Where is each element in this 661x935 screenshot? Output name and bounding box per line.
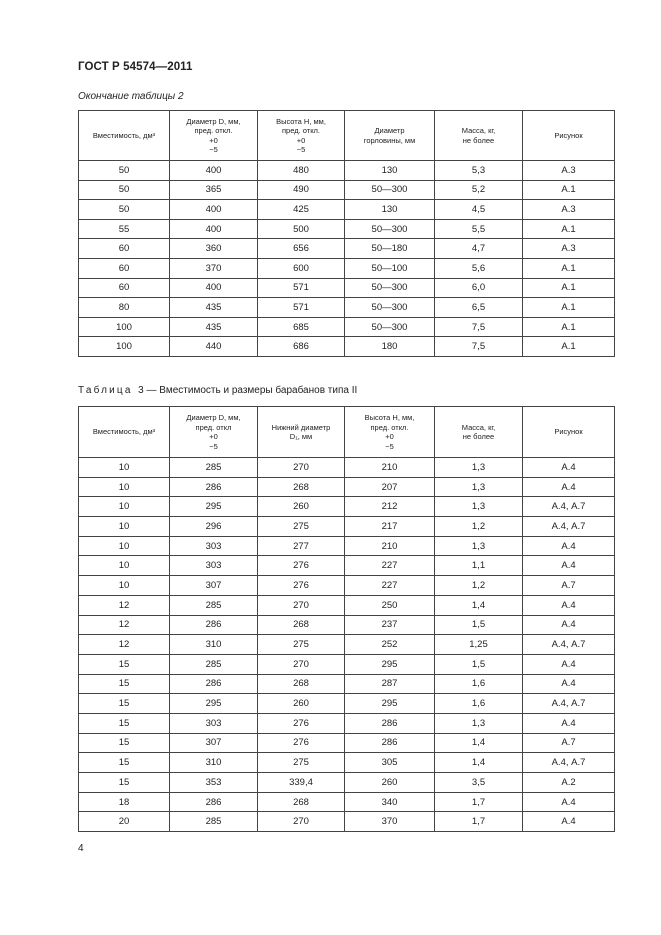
table-cell: А.3 bbox=[523, 200, 615, 220]
table-cell: 210 bbox=[345, 536, 435, 556]
table-cell: 50—300 bbox=[345, 180, 435, 200]
header-line: +0 bbox=[385, 432, 394, 441]
table-cell: 286 bbox=[170, 674, 258, 694]
table-cell: А.1 bbox=[523, 298, 615, 318]
header-line: не более bbox=[462, 135, 495, 145]
table-cell: А.3 bbox=[523, 239, 615, 259]
table-cell: 370 bbox=[345, 812, 435, 832]
table-row bbox=[79, 517, 615, 537]
table-cell: 1,4 bbox=[435, 595, 523, 615]
table-row bbox=[79, 278, 615, 298]
table-cell: 12 bbox=[79, 635, 170, 655]
table-row bbox=[79, 536, 615, 556]
table-cell: 400 bbox=[170, 278, 258, 298]
table-cell: 60 bbox=[79, 258, 170, 278]
table-cell: 1,6 bbox=[435, 694, 523, 714]
table-cell: 80 bbox=[79, 298, 170, 318]
table-row bbox=[79, 317, 615, 337]
table-cell: 60 bbox=[79, 239, 170, 259]
table2-header-mass bbox=[435, 111, 523, 161]
table-cell: 490 bbox=[258, 180, 345, 200]
table-cell: 7,5 bbox=[435, 317, 523, 337]
table-cell: 237 bbox=[345, 615, 435, 635]
table-cell: 15 bbox=[79, 733, 170, 753]
table-cell: 285 bbox=[170, 654, 258, 674]
table3-header-mass bbox=[435, 407, 523, 458]
table-row bbox=[79, 733, 615, 753]
header-line: Диаметр bbox=[374, 126, 405, 135]
table-cell: 270 bbox=[258, 812, 345, 832]
table-cell: 275 bbox=[258, 753, 345, 773]
table-row bbox=[79, 595, 615, 615]
table2-header-height bbox=[258, 111, 345, 161]
table-row bbox=[79, 694, 615, 714]
table3-header-lower-diameter bbox=[258, 407, 345, 458]
table-cell: 296 bbox=[170, 517, 258, 537]
table-cell: 365 bbox=[170, 180, 258, 200]
table-cell: 1,25 bbox=[435, 635, 523, 655]
table-cell: 252 bbox=[345, 635, 435, 655]
table-cell: 295 bbox=[345, 654, 435, 674]
table-cell: 435 bbox=[170, 298, 258, 318]
table-cell: 50 bbox=[79, 200, 170, 220]
header-line: пред. откл. bbox=[194, 126, 233, 135]
table-cell: А.4 bbox=[523, 458, 615, 478]
table-cell: 685 bbox=[258, 317, 345, 337]
table-cell: А.4 bbox=[523, 713, 615, 733]
table-cell: 50—100 bbox=[345, 258, 435, 278]
document-header: ГОСТ Р 54574—2011 bbox=[78, 61, 193, 73]
table-cell: 276 bbox=[258, 556, 345, 576]
table3-header-diameter bbox=[170, 407, 258, 458]
table-cell: 276 bbox=[258, 576, 345, 596]
table-cell: 1,3 bbox=[435, 477, 523, 497]
table-cell: 400 bbox=[170, 161, 258, 181]
table-cell: 10 bbox=[79, 497, 170, 517]
table-cell: А.1 bbox=[523, 180, 615, 200]
table3-header-capacity: Вместимость, дм³ bbox=[79, 407, 170, 458]
table-cell: 207 bbox=[345, 477, 435, 497]
table-cell: 5,2 bbox=[435, 180, 523, 200]
table-cell: 571 bbox=[258, 278, 345, 298]
table-cell: 400 bbox=[170, 219, 258, 239]
table-cell: 287 bbox=[345, 674, 435, 694]
table-cell: 500 bbox=[258, 219, 345, 239]
table-cell: 286 bbox=[345, 713, 435, 733]
table-cell: 276 bbox=[258, 733, 345, 753]
table-cell: 275 bbox=[258, 635, 345, 655]
table-cell: 50—300 bbox=[345, 317, 435, 337]
table-cell: А.1 bbox=[523, 258, 615, 278]
table-cell: А.1 bbox=[523, 337, 615, 357]
header-line: Высота H, мм, bbox=[276, 116, 326, 126]
table-cell: А.4 bbox=[523, 595, 615, 615]
header-line: −5 bbox=[209, 441, 218, 451]
table-cell: 50 bbox=[79, 180, 170, 200]
table-cell: 1,4 bbox=[435, 733, 523, 753]
table-cell: 307 bbox=[170, 733, 258, 753]
table-row bbox=[79, 239, 615, 259]
table3-header-row bbox=[79, 407, 615, 458]
table-cell: 1,5 bbox=[435, 615, 523, 635]
table-cell: 480 bbox=[258, 161, 345, 181]
table-cell: 55 bbox=[79, 219, 170, 239]
table-cell: А.4 bbox=[523, 477, 615, 497]
table-cell: А.1 bbox=[523, 317, 615, 337]
table2-caption: Окончание таблицы 2 bbox=[78, 91, 184, 102]
table-cell: А.4, А.7 bbox=[523, 517, 615, 537]
table-cell: 686 bbox=[258, 337, 345, 357]
table-cell: 50 bbox=[79, 161, 170, 181]
table-cell: А.4 bbox=[523, 536, 615, 556]
table-cell: 60 bbox=[79, 278, 170, 298]
table-cell: 1,2 bbox=[435, 576, 523, 596]
table2-header-neck bbox=[345, 111, 435, 161]
table-cell: 50—300 bbox=[345, 219, 435, 239]
table-cell: 100 bbox=[79, 337, 170, 357]
table-cell: 7,5 bbox=[435, 337, 523, 357]
table-cell: 50—180 bbox=[345, 239, 435, 259]
header-line: D₁, мм bbox=[289, 432, 313, 441]
table-cell: 1,7 bbox=[435, 792, 523, 812]
table-cell: А.7 bbox=[523, 576, 615, 596]
table-row bbox=[79, 161, 615, 181]
table-cell: 6,0 bbox=[435, 278, 523, 298]
table-cell: 10 bbox=[79, 517, 170, 537]
table-row bbox=[79, 713, 615, 733]
table-cell: 1,1 bbox=[435, 556, 523, 576]
table-cell: 15 bbox=[79, 654, 170, 674]
table-cell: 310 bbox=[170, 753, 258, 773]
table-cell: А.4, А.7 bbox=[523, 694, 615, 714]
table-cell: 10 bbox=[79, 576, 170, 596]
table-cell: 130 bbox=[345, 200, 435, 220]
table2 bbox=[78, 110, 615, 357]
table-cell: 656 bbox=[258, 239, 345, 259]
table-cell: 15 bbox=[79, 694, 170, 714]
header-line: −5 bbox=[296, 145, 306, 154]
header-line: +0 bbox=[209, 432, 218, 441]
table-cell: 270 bbox=[258, 595, 345, 615]
table-cell: 12 bbox=[79, 615, 170, 635]
table-cell: 1,3 bbox=[435, 497, 523, 517]
table-cell: 275 bbox=[258, 517, 345, 537]
table3-caption-label: Таблица bbox=[78, 385, 133, 396]
table2-header-figure: Рисунок bbox=[523, 111, 615, 161]
table2-header-diameter bbox=[170, 111, 258, 161]
table-row bbox=[79, 615, 615, 635]
table-cell: А.4, А.7 bbox=[523, 753, 615, 773]
header-line: пред. откл. bbox=[281, 126, 321, 135]
table-cell: 353 bbox=[170, 773, 258, 793]
table-cell: 276 bbox=[258, 713, 345, 733]
table-cell: 210 bbox=[345, 458, 435, 478]
table-cell: 100 bbox=[79, 317, 170, 337]
header-line: Масса, кг, bbox=[461, 422, 496, 432]
table-cell: 285 bbox=[170, 595, 258, 615]
table-cell: 268 bbox=[258, 477, 345, 497]
table-row bbox=[79, 576, 615, 596]
table-cell: 268 bbox=[258, 615, 345, 635]
table-cell: 5,3 bbox=[435, 161, 523, 181]
table-cell: 15 bbox=[79, 713, 170, 733]
table-cell: 50—300 bbox=[345, 278, 435, 298]
table-cell: 268 bbox=[258, 792, 345, 812]
table-cell: 425 bbox=[258, 200, 345, 220]
table3-header-height bbox=[345, 407, 435, 458]
table-cell: 6,5 bbox=[435, 298, 523, 318]
table-cell: 295 bbox=[170, 694, 258, 714]
table-cell: 1,3 bbox=[435, 713, 523, 733]
table-cell: 4,7 bbox=[435, 239, 523, 259]
table-row bbox=[79, 477, 615, 497]
table-cell: 286 bbox=[170, 792, 258, 812]
table-cell: А.2 bbox=[523, 773, 615, 793]
table-cell: А.4, А.7 bbox=[523, 635, 615, 655]
table-cell: 400 bbox=[170, 200, 258, 220]
table3 bbox=[78, 406, 615, 832]
table-cell: 217 bbox=[345, 517, 435, 537]
table-cell: 360 bbox=[170, 239, 258, 259]
header-line: Диаметр D, мм, bbox=[186, 116, 241, 126]
table-cell: 285 bbox=[170, 812, 258, 832]
table-cell: 435 bbox=[170, 317, 258, 337]
table-cell: А.4, А.7 bbox=[523, 497, 615, 517]
table-cell: 10 bbox=[79, 556, 170, 576]
table-cell: 180 bbox=[345, 337, 435, 357]
table-cell: 339,4 bbox=[258, 773, 345, 793]
table-cell: 10 bbox=[79, 477, 170, 497]
table-cell: 303 bbox=[170, 556, 258, 576]
table-cell: 270 bbox=[258, 458, 345, 478]
table-cell: 340 bbox=[345, 792, 435, 812]
header-line: −5 bbox=[385, 441, 394, 451]
table-cell: 295 bbox=[345, 694, 435, 714]
table2-body bbox=[79, 161, 615, 357]
table-cell: 571 bbox=[258, 298, 345, 318]
table-row bbox=[79, 674, 615, 694]
header-line: не более bbox=[462, 432, 495, 441]
table-cell: А.4 bbox=[523, 654, 615, 674]
table-row bbox=[79, 773, 615, 793]
table-cell: 3,5 bbox=[435, 773, 523, 793]
table-row bbox=[79, 497, 615, 517]
table2-header-capacity: Вместимость, дм³ bbox=[79, 111, 170, 161]
table-cell: 15 bbox=[79, 773, 170, 793]
table-row bbox=[79, 635, 615, 655]
table-cell: 15 bbox=[79, 753, 170, 773]
table2-header-row bbox=[79, 111, 615, 161]
table-cell: 250 bbox=[345, 595, 435, 615]
table-cell: 260 bbox=[258, 497, 345, 517]
table-cell: 10 bbox=[79, 536, 170, 556]
table-row bbox=[79, 654, 615, 674]
table-row bbox=[79, 180, 615, 200]
table-cell: 1,3 bbox=[435, 536, 523, 556]
table-cell: А.3 bbox=[523, 161, 615, 181]
header-line: Высота H, мм, bbox=[364, 413, 415, 422]
table-cell: 5,5 bbox=[435, 219, 523, 239]
table-cell: 4,5 bbox=[435, 200, 523, 220]
table-cell: 260 bbox=[258, 694, 345, 714]
table-cell: 277 bbox=[258, 536, 345, 556]
table-row bbox=[79, 298, 615, 318]
table3-caption-number: 3 bbox=[138, 385, 144, 396]
table-cell: 15 bbox=[79, 674, 170, 694]
table-cell: 50—300 bbox=[345, 298, 435, 318]
table-cell: 295 bbox=[170, 497, 258, 517]
table-cell: А.4 bbox=[523, 556, 615, 576]
table-cell: 1,3 bbox=[435, 458, 523, 478]
table-cell: 268 bbox=[258, 674, 345, 694]
table-cell: А.4 bbox=[523, 674, 615, 694]
table-cell: 370 bbox=[170, 258, 258, 278]
table-cell: 1,2 bbox=[435, 517, 523, 537]
table3-caption-text: — Вместимость и размеры барабанов типа II bbox=[143, 385, 358, 396]
table-cell: А.4 bbox=[523, 812, 615, 832]
table-row bbox=[79, 219, 615, 239]
table-cell: 286 bbox=[170, 615, 258, 635]
table-row bbox=[79, 200, 615, 220]
table-cell: 305 bbox=[345, 753, 435, 773]
table-cell: А.4 bbox=[523, 792, 615, 812]
table3-header-figure: Рисунок bbox=[523, 407, 615, 458]
table-cell: 307 bbox=[170, 576, 258, 596]
table-cell: А.1 bbox=[523, 278, 615, 298]
table-row bbox=[79, 337, 615, 357]
table-cell: 600 bbox=[258, 258, 345, 278]
header-line: −5 bbox=[209, 145, 218, 154]
table-cell: 440 bbox=[170, 337, 258, 357]
table-cell: 5,6 bbox=[435, 258, 523, 278]
header-line: пред. откл. bbox=[370, 422, 409, 432]
header-line: Нижний диаметр bbox=[271, 422, 331, 432]
table-cell: 310 bbox=[170, 635, 258, 655]
table-row bbox=[79, 792, 615, 812]
table-cell: 1,7 bbox=[435, 812, 523, 832]
table3-caption bbox=[78, 385, 357, 396]
table-cell: 286 bbox=[170, 477, 258, 497]
header-line: Масса, кг, bbox=[461, 126, 496, 135]
page-number: 4 bbox=[78, 843, 84, 854]
table-cell: 12 bbox=[79, 595, 170, 615]
table-cell: 260 bbox=[345, 773, 435, 793]
table-cell: 18 bbox=[79, 792, 170, 812]
header-line: пред. откл bbox=[195, 422, 232, 432]
table-cell: 303 bbox=[170, 536, 258, 556]
header-line: горловины, мм bbox=[363, 135, 416, 145]
header-line: +0 bbox=[209, 135, 218, 145]
table-row bbox=[79, 458, 615, 478]
table-cell: 303 bbox=[170, 713, 258, 733]
table-cell: 1,5 bbox=[435, 654, 523, 674]
table-row bbox=[79, 556, 615, 576]
table-cell: А.4 bbox=[523, 615, 615, 635]
table-row bbox=[79, 258, 615, 278]
table-cell: 285 bbox=[170, 458, 258, 478]
table3-body bbox=[79, 458, 615, 832]
table-cell: 227 bbox=[345, 556, 435, 576]
table-cell: 10 bbox=[79, 458, 170, 478]
table-cell: 130 bbox=[345, 161, 435, 181]
header-line: +0 bbox=[296, 135, 306, 145]
table-row bbox=[79, 753, 615, 773]
table-cell: 1,6 bbox=[435, 674, 523, 694]
table-cell: 286 bbox=[345, 733, 435, 753]
header-line: Диаметр D, мм, bbox=[186, 413, 241, 422]
table-cell: 270 bbox=[258, 654, 345, 674]
table-cell: А.7 bbox=[523, 733, 615, 753]
table-row bbox=[79, 812, 615, 832]
table-cell: А.1 bbox=[523, 219, 615, 239]
table-cell: 212 bbox=[345, 497, 435, 517]
table-cell: 20 bbox=[79, 812, 170, 832]
table-cell: 1,4 bbox=[435, 753, 523, 773]
table-cell: 227 bbox=[345, 576, 435, 596]
